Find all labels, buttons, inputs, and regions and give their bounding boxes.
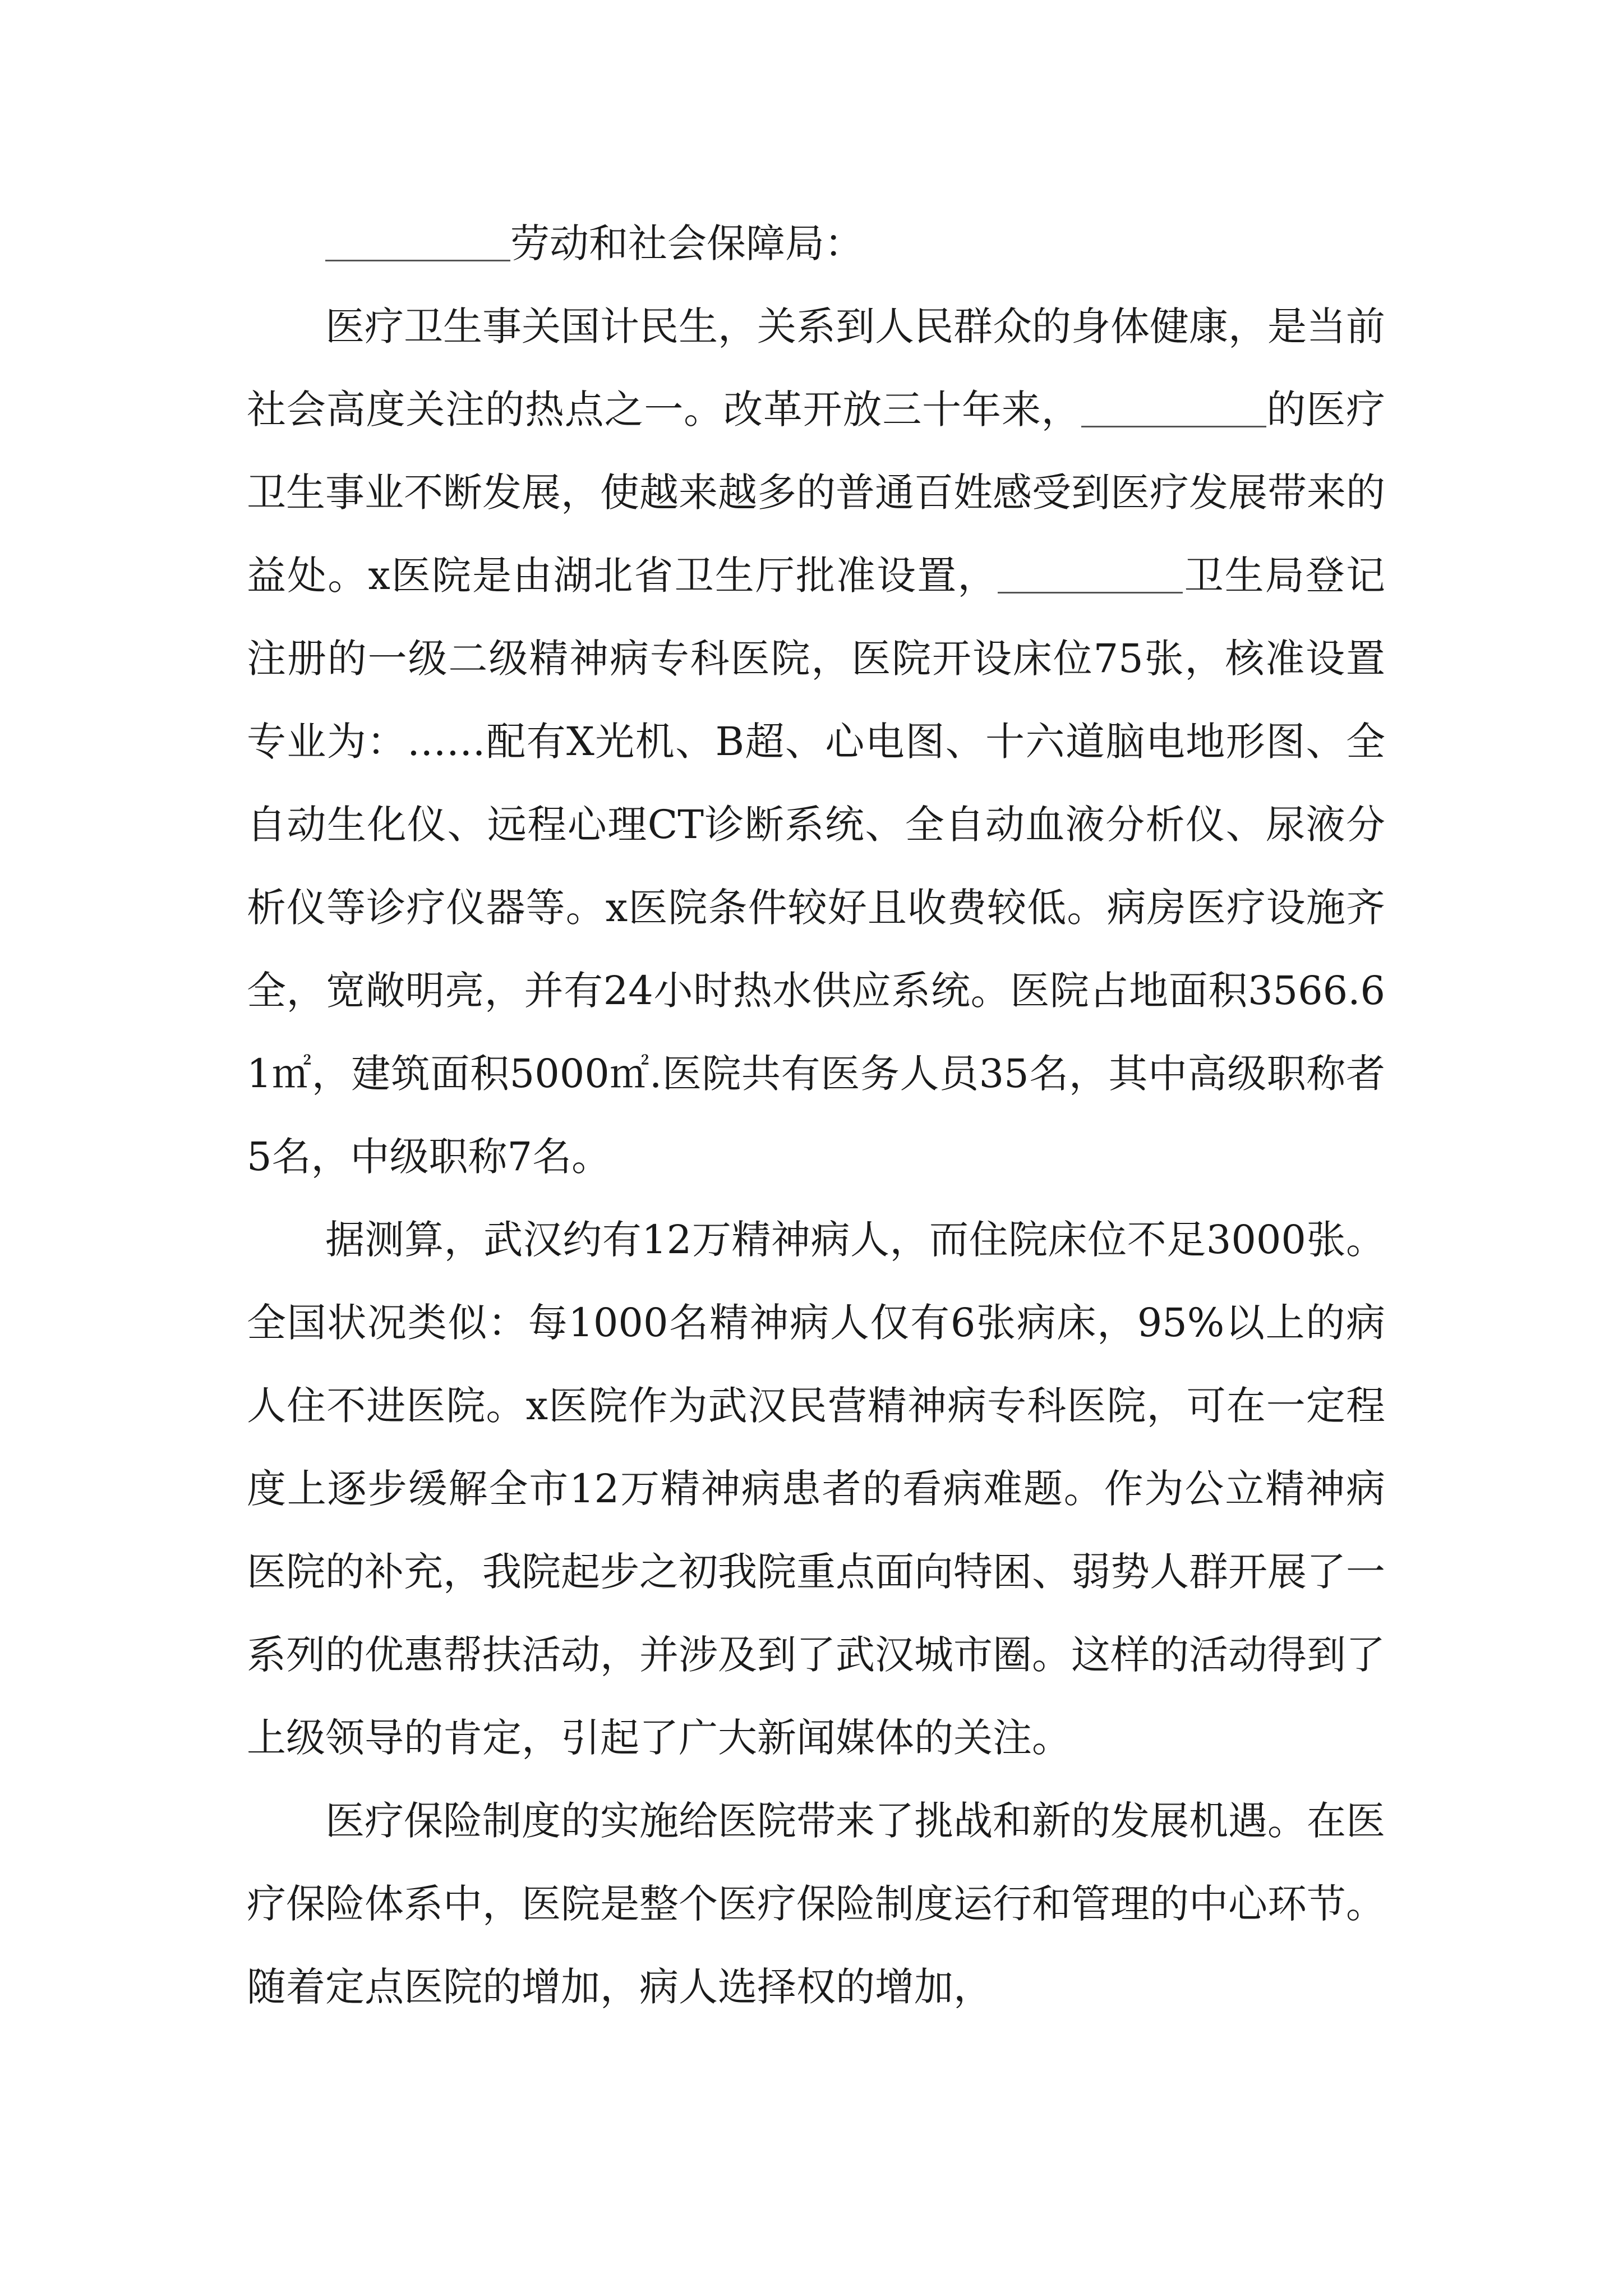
salutation-line [247,202,1385,285]
paragraph-1-part-3: 卫生局登记注册的一级二级精神病专科医院，医院开设床位75张，核准设置专业为：……配有X光机、B超、心电图、十六道脑电地形图、全自动生化仪、远程心理CT诊断系统、全自动血液分析仪、尿液分析仪等诊疗仪器等。x医院条件较好且收费较低。病房医疗设施齐全，宽敞明亮，并有24小时热水供应系统。医院占地面积3566.61㎡，建筑面积5000㎡.医院共有医务人员35名，其中高级职称者5名，中级职称7名。 [247,553,1385,1180]
document-body [247,202,1385,2028]
fill-in-blank [325,220,510,261]
fill-in-blank [998,553,1183,593]
paragraph-3: 医疗保险制度的实施给医院带来了挑战和新的发展机遇。在医疗保险体系中，医院是整个医疗保险制度运行和管理的中心环节。随着定点医院的增加，病人选择权的增加， [247,1798,1385,2010]
paragraph-1-part-2: 的医疗卫生事业不断发展，使越来越多的普通百姓感受到医疗发展带来的益处。x医院是由湖北省卫生厅批准设置， [247,386,1385,599]
paragraph-1 [247,285,1385,1198]
salutation-text: 劳动和社会保障局： [510,220,864,266]
paragraph-1-part-1: 医疗卫生事关国计民生，关系到人民群众的身体健康，是当前社会高度关注的热点之一。改革开放三十年来， [247,303,1385,432]
paragraph-2: 据测算，武汉约有12万精神病人，而住院床位不足3000张。全国状况类似：每1000名精神病人仅有6张病床，95%以上的病人住不进医院。x医院作为武汉民营精神病专科医院，可在一定程度上逐步缓解全市12万精神病患者的看病难题。作为公立精神病医院的补充，我院起步之初我院重点面向特困、弱势人群开展了一系列的优惠帮扶活动，并涉及到了武汉城市圈。这样的活动得到了上级领导的肯定，引起了广大新闻媒体的关注。 [247,1217,1385,1761]
fill-in-blank [1081,386,1266,427]
